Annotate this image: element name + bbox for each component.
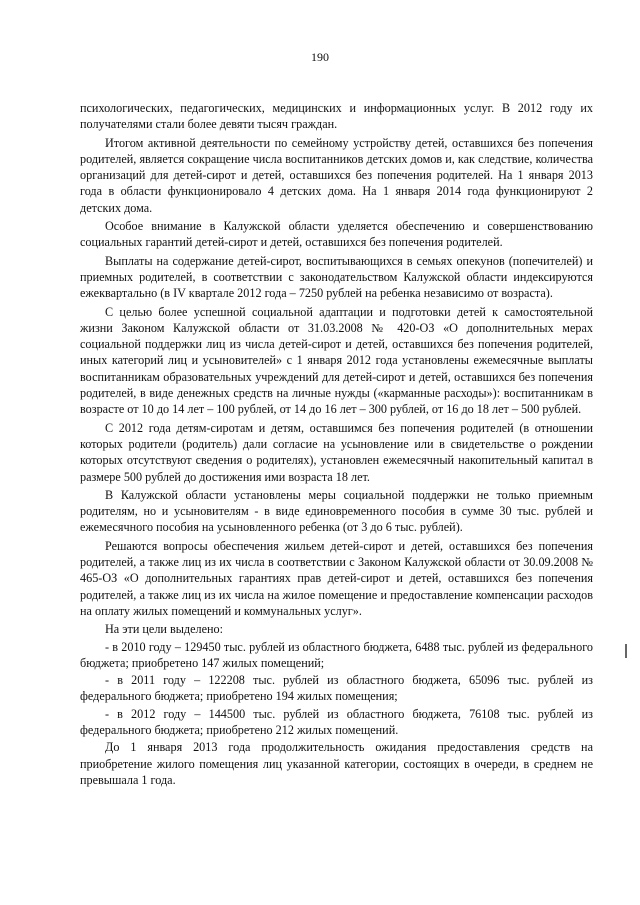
list-intro: На эти цели выделено:	[105, 622, 224, 637]
list-item: - в 2010 году – 129450 тыс. рублей из областного бюджета, 6488 тыс. рублей из федерального бюджета; приобретено 147 жилых помещений;	[80, 639, 593, 670]
paragraph: С целью более успешной социальной адаптации и подготовки детей к самостоятельной жизни Законом Калужской области от 31.03.2008 № 420-ОЗ «О дополнительных мерах социальной поддержки лиц из числа детей-сирот и детей, оставшихся без попечения родителей, иных категорий лиц и усыновителей» с 1 января 2012 года установлены ежемесячные выплаты воспитанникам образовательных учреждений для детей-сирот и детей, оставшихся без попечения родителей, в виде денежных средств на личные нужды («карманные расходы»): воспитанникам в возрасте от 10 до 14 лет – 100 рублей, от 14 до 16 лет – 300 рублей, от 16 до 18 лет – 500 рублей.	[80, 304, 593, 417]
paragraph: Выплаты на содержание детей-сирот, воспитывающихся в семьях опекунов (попечителей) и приемных родителей, в соответствии с законодательством Калужской области индексируются ежеквартально (в IV квартале 2012 года – 7250 рублей на ребенка независимо от возраста).	[80, 253, 593, 301]
list-item: - в 2011 году – 122208 тыс. рублей из областного бюджета, 65096 тыс. рублей из федерального бюджета; приобретено 194 жилых помещения;	[80, 673, 593, 704]
document-body	[80, 100, 593, 790]
paragraph: Решаются вопросы обеспечения жильем детей-сирот и детей, оставшихся без попечения родителей, а также лиц из их числа в соответствии с Законом Калужской области от 30.09.2008 № 465-ОЗ «О дополнительных гарантиях прав детей-сирот и детей, оставшихся без попечения родителей, а также лиц из их числа на жилое помещение и предоставление компенсации расходов на оплату жилых помещений и коммунальных услуг».	[80, 538, 593, 618]
paragraph: В Калужской области установлены меры социальной поддержки не только приемным родителям, но и усыновителям - в виде единовременного пособия в сумме 30 тыс. рублей и ежемесячного пособия на усыновленного ребенка (от 3 до 6 тыс. рублей).	[80, 487, 593, 535]
paragraph: психологических, педагогических, медицинских и информационных услуг. В 2012 году их получателями стали более девяти тысяч граждан.	[80, 101, 593, 132]
paragraph: До 1 января 2013 года продолжительность ожидания предоставления средств на приобретение жилого помещения лиц указанной категории, состоящих в очереди, в среднем не превышала 1 года.	[80, 740, 593, 787]
paragraph: Особое внимание в Калужской области уделяется обеспечению и совершенствованию социальных гарантий детей-сирот и детей, оставшихся без попечения родителей.	[80, 219, 593, 250]
paragraph: Итогом активной деятельности по семейному устройству детей, оставшихся без попечения родителей, является сокращение числа воспитанников детских домов и, как следствие, количества организаций для детей-сирот и детей, оставшихся без попечения родителей. На 1 января 2013 года в области функционировало 4 детских дома. На 1 января 2014 года функционируют 2 детских дома.	[80, 135, 593, 215]
scan-artifact-mark	[625, 644, 627, 658]
list-item: - в 2012 году – 144500 тыс. рублей из областного бюджета, 76108 тыс. рублей из федерального бюджета; приобретено 212 жилых помещений.	[80, 706, 593, 737]
page-number: 190	[311, 50, 329, 64]
paragraph: С 2012 года детям-сиротам и детям, оставшимся без попечения родителей (в отношении которых родители (родитель) дали согласие на усыновление или в свидетельстве о рождении которых отсутствуют сведения о родителях), установлен ежемесячный накопительный капитал в размере 500 рублей до достижения ими возраста 18 лет.	[80, 420, 593, 484]
